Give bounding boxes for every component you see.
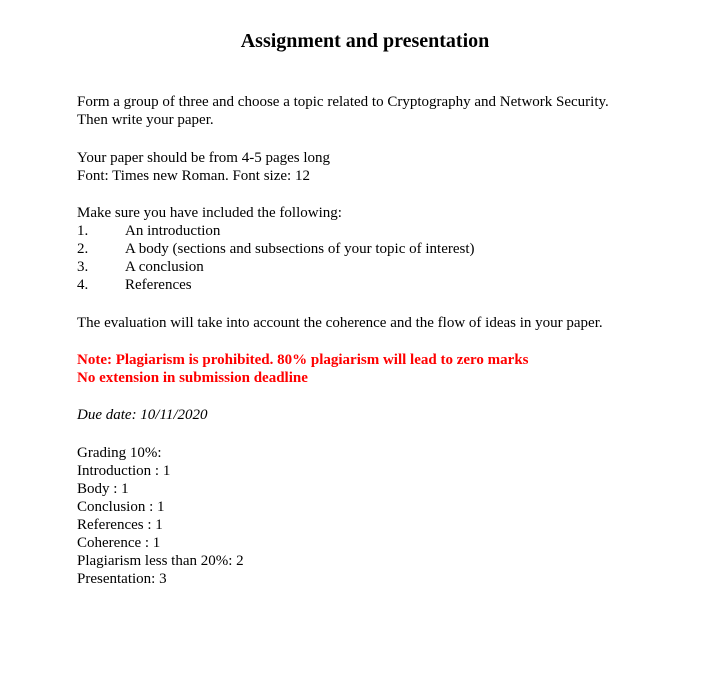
grading-line: Presentation: 3	[77, 571, 167, 587]
grading-line: Introduction : 1	[77, 463, 171, 479]
list-item	[77, 222, 697, 240]
list-item-number: 3.	[77, 259, 89, 275]
list-item-text: An introduction	[125, 223, 221, 239]
grading-line: Plagiarism less than 20%: 2	[77, 553, 244, 569]
intro-line: Then write your paper.	[77, 112, 214, 128]
list-item	[77, 276, 697, 294]
list-item	[77, 258, 697, 276]
list-item-text: A conclusion	[125, 259, 204, 275]
evaluation-text: The evaluation will take into account the coherence and the flow of ideas in your paper.	[77, 315, 603, 331]
plagiarism-note	[77, 351, 697, 387]
page-title: Assignment and presentation	[240, 30, 490, 52]
grading-line: Coherence : 1	[77, 535, 161, 551]
list-item-text: References	[125, 277, 192, 293]
include-list-section	[77, 204, 697, 294]
include-heading: Make sure you have included the following:	[77, 205, 342, 221]
list-item-number: 2.	[77, 241, 89, 257]
format-paragraph	[77, 149, 697, 185]
grading-line: References : 1	[77, 517, 163, 533]
intro-line: Form a group of three and choose a topic related to Cryptography and Network Security.	[77, 94, 609, 110]
intro-paragraph	[77, 93, 697, 129]
list-item-number: 4.	[77, 277, 89, 293]
grading-line: Conclusion : 1	[77, 499, 165, 515]
grading-heading: Grading 10%:	[77, 445, 162, 461]
format-line: Your paper should be from 4-5 pages long	[77, 150, 331, 166]
grading-section	[77, 444, 697, 588]
due-date-text: Due date: 10/11/2020	[77, 407, 208, 423]
due-date	[77, 406, 697, 424]
note-line: Note: Plagiarism is prohibited. 80% plagiarism will lead to zero marks	[77, 352, 529, 368]
note-line: No extension in submission deadline	[77, 370, 308, 386]
format-line: Font: Times new Roman. Font size: 12	[77, 168, 310, 184]
list-item-number: 1.	[77, 223, 89, 239]
evaluation-paragraph	[77, 314, 697, 332]
list-item-text: A body (sections and subsections of your topic of interest)	[125, 241, 475, 257]
grading-line: Body : 1	[77, 481, 129, 497]
list-item	[77, 240, 697, 258]
